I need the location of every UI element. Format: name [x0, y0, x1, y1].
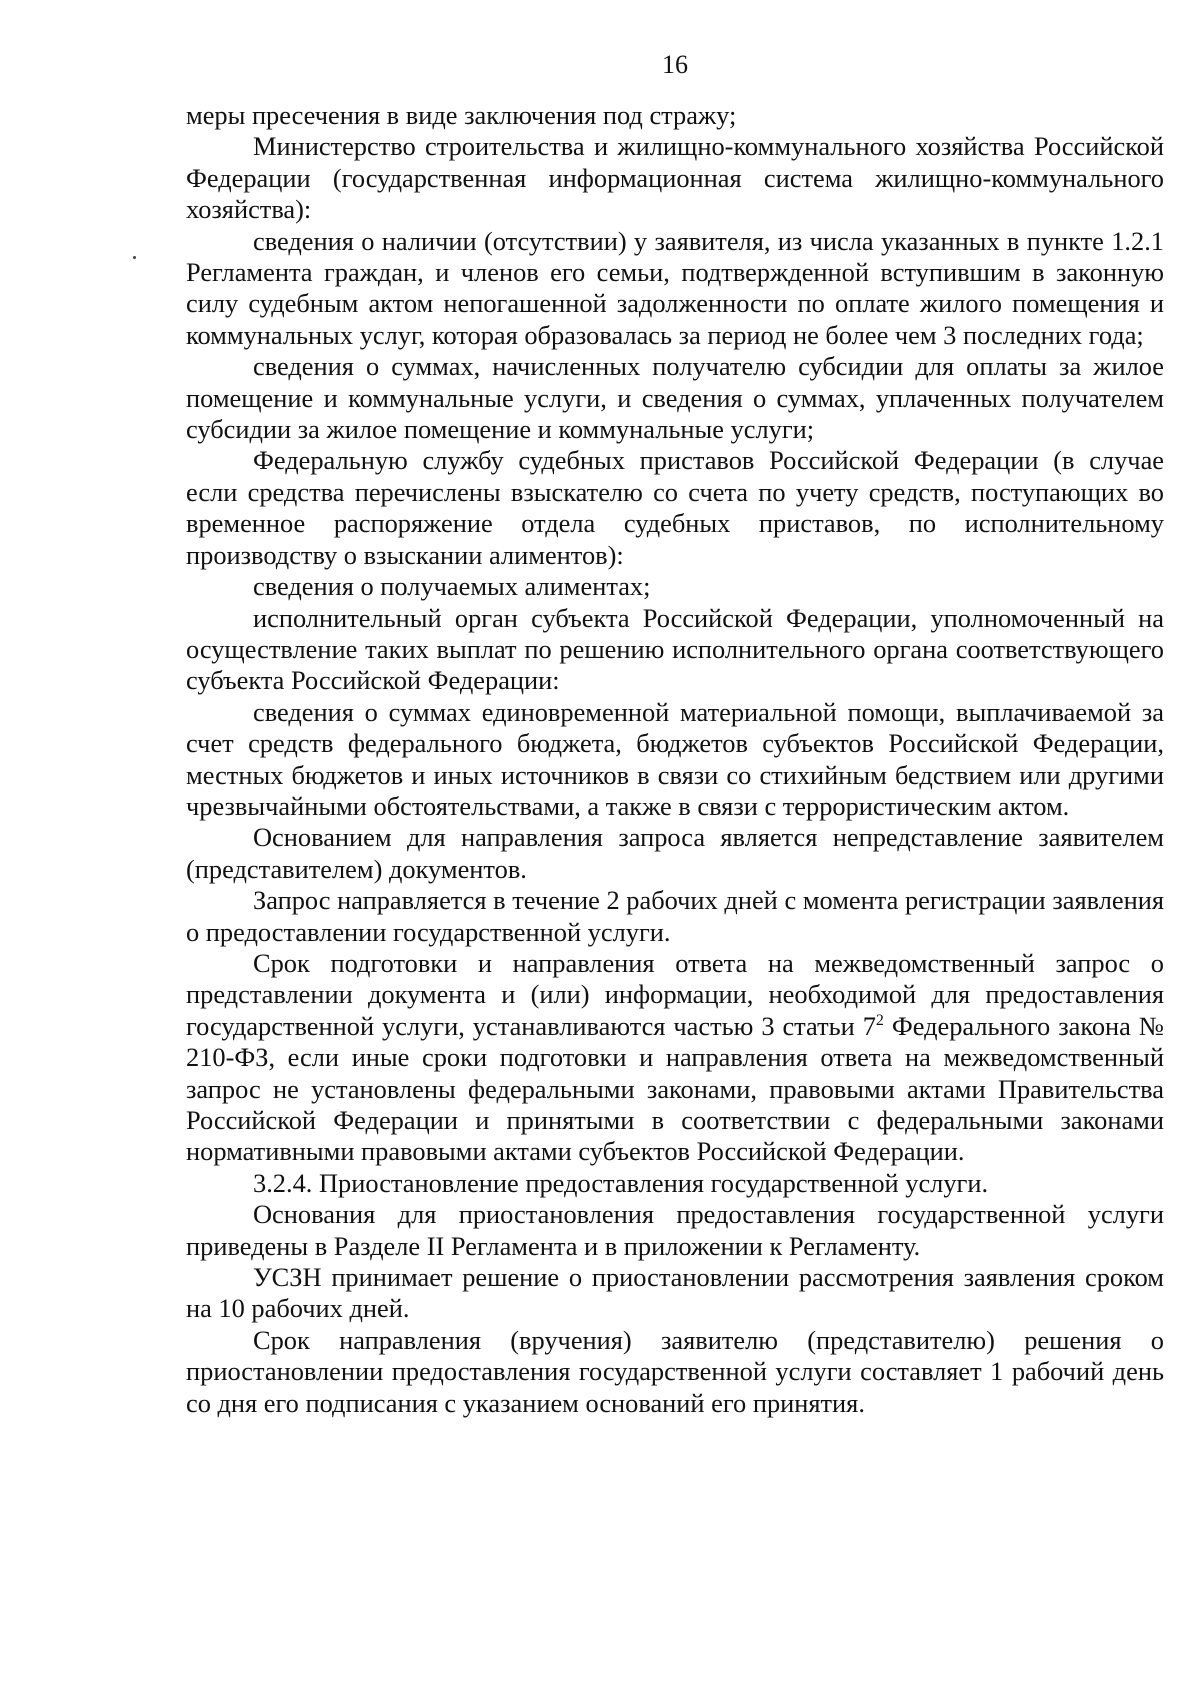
paragraph-2: Министерство строительства и жилищно-коммунального хозяйства Российской Федерации (государственная информационная система жилищно-коммунального хозяйства): [186, 131, 1164, 225]
paragraph-5: Федеральную службу судебных приставов Российской Федерации (в случае если средства перечислены взыскателю со счета по учету средств, поступающих во временное распоряжение отдела судебных приставов, по исполнительному производству о взыскании алиментов): [186, 445, 1164, 570]
paragraph-11-part-2: Федерального закона № 210-ФЗ, если иные сроки подготовки и направления ответа на межведомственный запрос не установлены федеральными законами, правовыми актами Правительства Российской Федерации и принятыми в соответствии с федеральными законами нормативными правовыми актами субъектов Российской Федерации. [186, 1010, 1164, 1167]
paragraph-6: сведения о получаемых алиментах; [253, 571, 651, 602]
margin-dot [133, 256, 136, 259]
paragraph-4: сведения о суммах, начисленных получателю субсидии для оплаты за жилое помещение и коммунальные услуги, и сведения о суммах, уплаченных получателем субсидии за жилое помещение и коммунальные услуги; [186, 351, 1164, 445]
page-number: 16 [662, 50, 688, 79]
superscript-index: 2 [875, 1011, 884, 1029]
paragraph-8: сведения о суммах единовременной материальной помощи, выплачиваемой за счет средств федерального бюджета, бюджетов субъектов Российской Федерации, местных бюджетов и иных источников в связи со стихийным бедствием или другими чрезвычайными обстоятельствами, а также в связи с террористическим актом. [186, 696, 1164, 821]
paragraph-14: УСЗН принимает решение о приостановлении рассмотрения заявления сроком на 10 рабочих дней. [186, 1262, 1164, 1324]
paragraph-13: Основания для приостановления предоставления государственной услуги приведены в Разделе II Регламента и в приложении к Регламенту. [186, 1199, 1164, 1261]
paragraph-3: сведения о наличии (отсутствии) у заявителя, из числа указанных в пункте 1.2.1 Регламента граждан, и членов его семьи, подтвержденной вступившим в законную силу судебным актом непогашенной задолженности по оплате жилого помещения и коммунальных услуг, которая образовалась за период не более чем 3 последних года; [186, 225, 1164, 350]
paragraph-9: Основанием для направления запроса является непредставление заявителем (представителем) документов. [186, 822, 1164, 884]
paragraph-11 [186, 948, 1164, 1168]
paragraph-7: исполнительный орган субъекта Российской Федерации, уполномоченный на осуществление таких выплат по решению исполнительного органа соответствующего субъекта Российской Федерации: [186, 602, 1164, 696]
paragraph-11-part-1: Срок подготовки и направления ответа на межведомственный запрос о представлении документа и (или) информации, необходимой для предоставления государственной услуги, устанавливаются частью 3 статьи 7 [186, 947, 1164, 1041]
paragraph-10: Запрос направляется в течение 2 рабочих дней с момента регистрации заявления о предоставлении государственной услуги. [186, 885, 1164, 947]
paragraph-1: меры пресечения в виде заключения под стражу; [186, 100, 737, 130]
document-body [186, 100, 1164, 1419]
section-heading-3-2-4: 3.2.4. Приостановление предоставления государственной услуги. [253, 1167, 989, 1198]
paragraph-15: Срок направления (вручения) заявителю (представителю) решения о приостановлении предоставления государственной услуги составляет 1 рабочий день со дня его подписания с указанием оснований его принятия. [186, 1324, 1164, 1418]
